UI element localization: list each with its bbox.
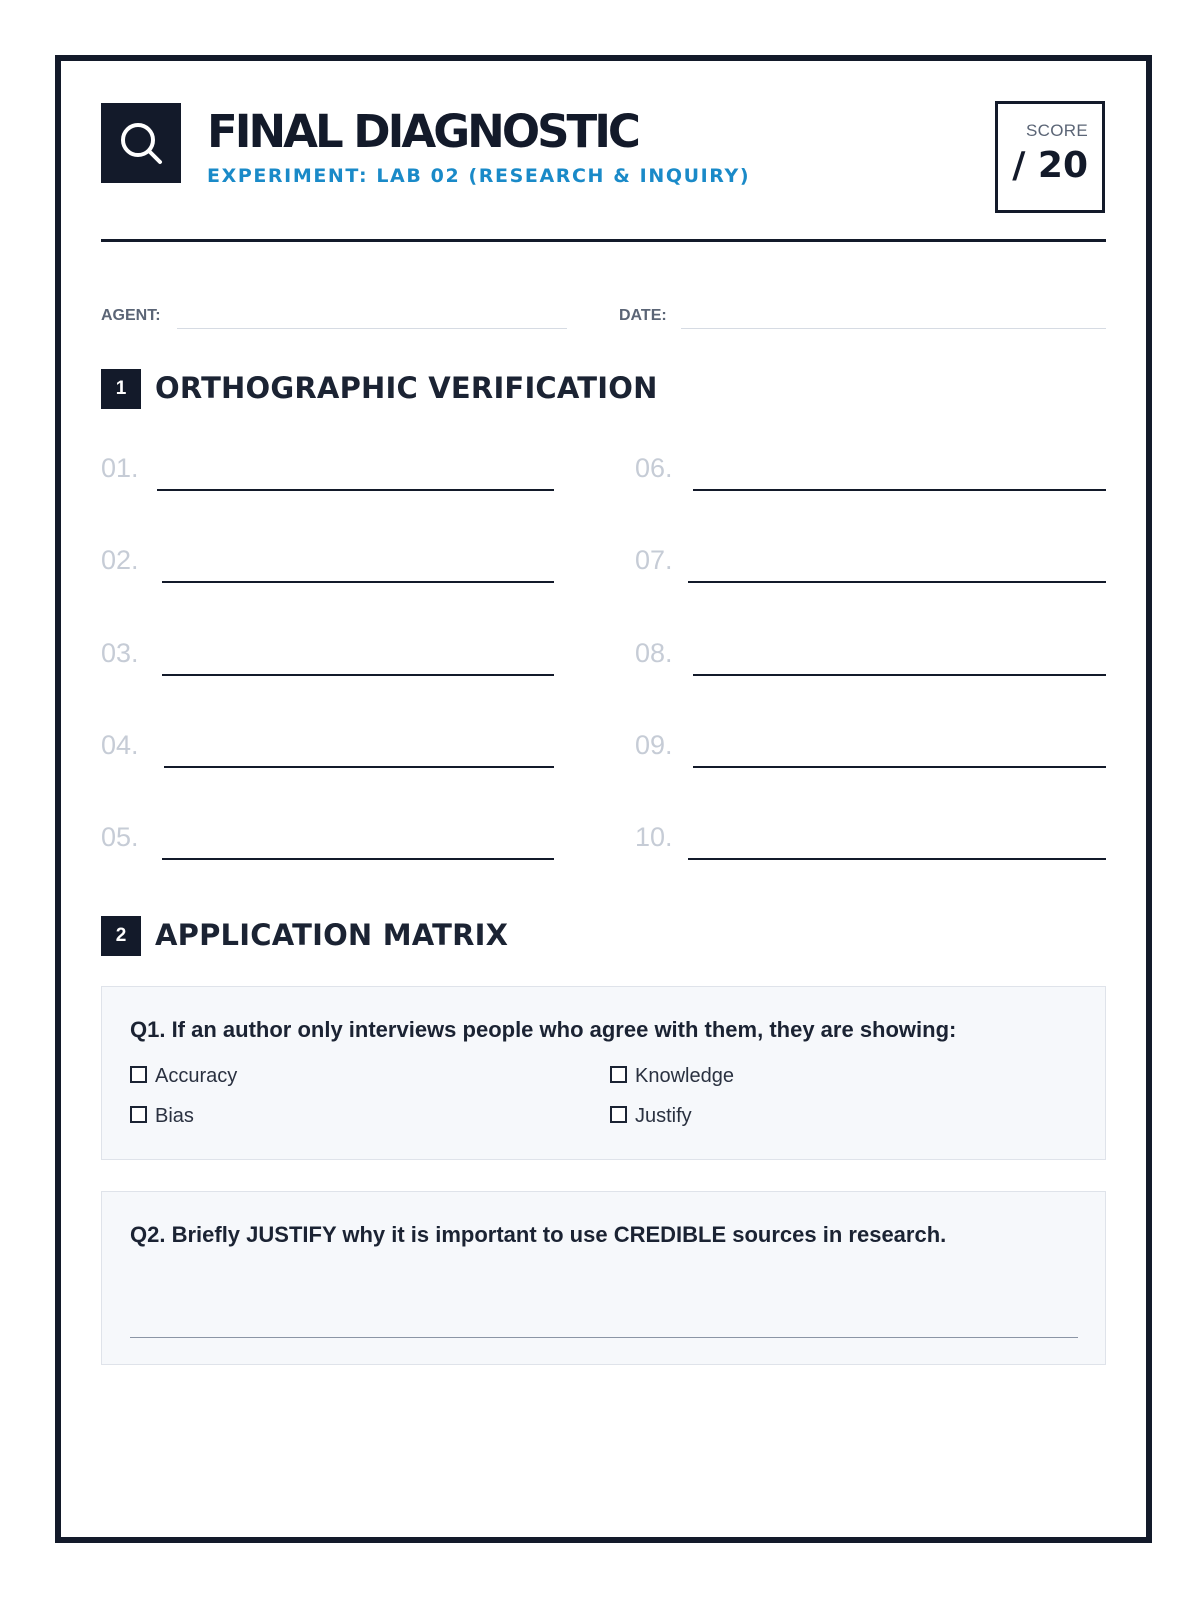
question-text: Q1. If an author only interviews people who agree with them, they are showing: — [130, 1017, 957, 1042]
answer-line-08[interactable] — [693, 674, 1106, 676]
answer-line-03[interactable] — [162, 674, 554, 676]
answer-line-07[interactable] — [688, 581, 1106, 583]
date-field[interactable] — [681, 328, 1106, 329]
question-card-q1 — [101, 986, 1106, 1160]
question-card-q2 — [101, 1191, 1106, 1365]
agent-field[interactable] — [177, 328, 567, 329]
answer-line-05[interactable] — [162, 858, 554, 860]
checkbox[interactable] — [130, 1106, 147, 1123]
agent-label: AGENT: — [101, 307, 161, 324]
answer-number: 10. — [635, 822, 673, 852]
option-label: Justify — [635, 1105, 692, 1127]
answer-number: 04. — [101, 730, 139, 760]
worksheet-page — [55, 55, 1152, 1543]
answer-number: 06. — [635, 453, 673, 483]
search-icon — [117, 119, 165, 167]
logo-badge — [101, 103, 181, 183]
answer-line-02[interactable] — [162, 581, 554, 583]
option-accuracy[interactable] — [130, 1065, 237, 1088]
option-knowledge[interactable] — [610, 1065, 734, 1088]
checkbox[interactable] — [610, 1106, 627, 1123]
answer-line-04[interactable] — [164, 766, 554, 768]
date-label: DATE: — [619, 307, 667, 324]
header-divider — [101, 239, 1106, 242]
answer-line-06[interactable] — [693, 489, 1106, 491]
section-number-badge: 1 — [101, 369, 141, 409]
answer-number: 02. — [101, 545, 139, 575]
answer-number: 03. — [101, 638, 139, 668]
option-bias[interactable] — [130, 1105, 194, 1128]
score-label: SCORE — [1026, 121, 1088, 140]
answer-line-09[interactable] — [693, 766, 1106, 768]
section-title: APPLICATION MATRIX — [155, 918, 509, 952]
page-title: FINAL DIAGNOSTIC — [207, 105, 638, 158]
answer-line-q2[interactable] — [130, 1337, 1078, 1338]
answer-number: 08. — [635, 638, 673, 668]
checkbox[interactable] — [130, 1066, 147, 1083]
checkbox[interactable] — [610, 1066, 627, 1083]
answer-number: 01. — [101, 453, 139, 483]
option-justify[interactable] — [610, 1105, 692, 1128]
option-label: Bias — [155, 1105, 194, 1127]
section-title: ORTHOGRAPHIC VERIFICATION — [155, 371, 658, 405]
answer-number: 09. — [635, 730, 673, 760]
answer-number: 07. — [635, 545, 673, 575]
page-subtitle: EXPERIMENT: LAB 02 (RESEARCH & INQUIRY) — [207, 165, 751, 187]
score-box — [995, 101, 1105, 213]
answer-line-01[interactable] — [157, 489, 554, 491]
answer-line-10[interactable] — [688, 858, 1106, 860]
option-label: Accuracy — [155, 1065, 238, 1087]
section-number-badge: 2 — [101, 916, 141, 956]
score-value: / 20 — [1012, 145, 1088, 186]
option-label: Knowledge — [635, 1065, 734, 1087]
question-text: Q2. Briefly JUSTIFY why it is important to use CREDIBLE sources in research. — [130, 1222, 947, 1247]
answer-number: 05. — [101, 822, 139, 852]
